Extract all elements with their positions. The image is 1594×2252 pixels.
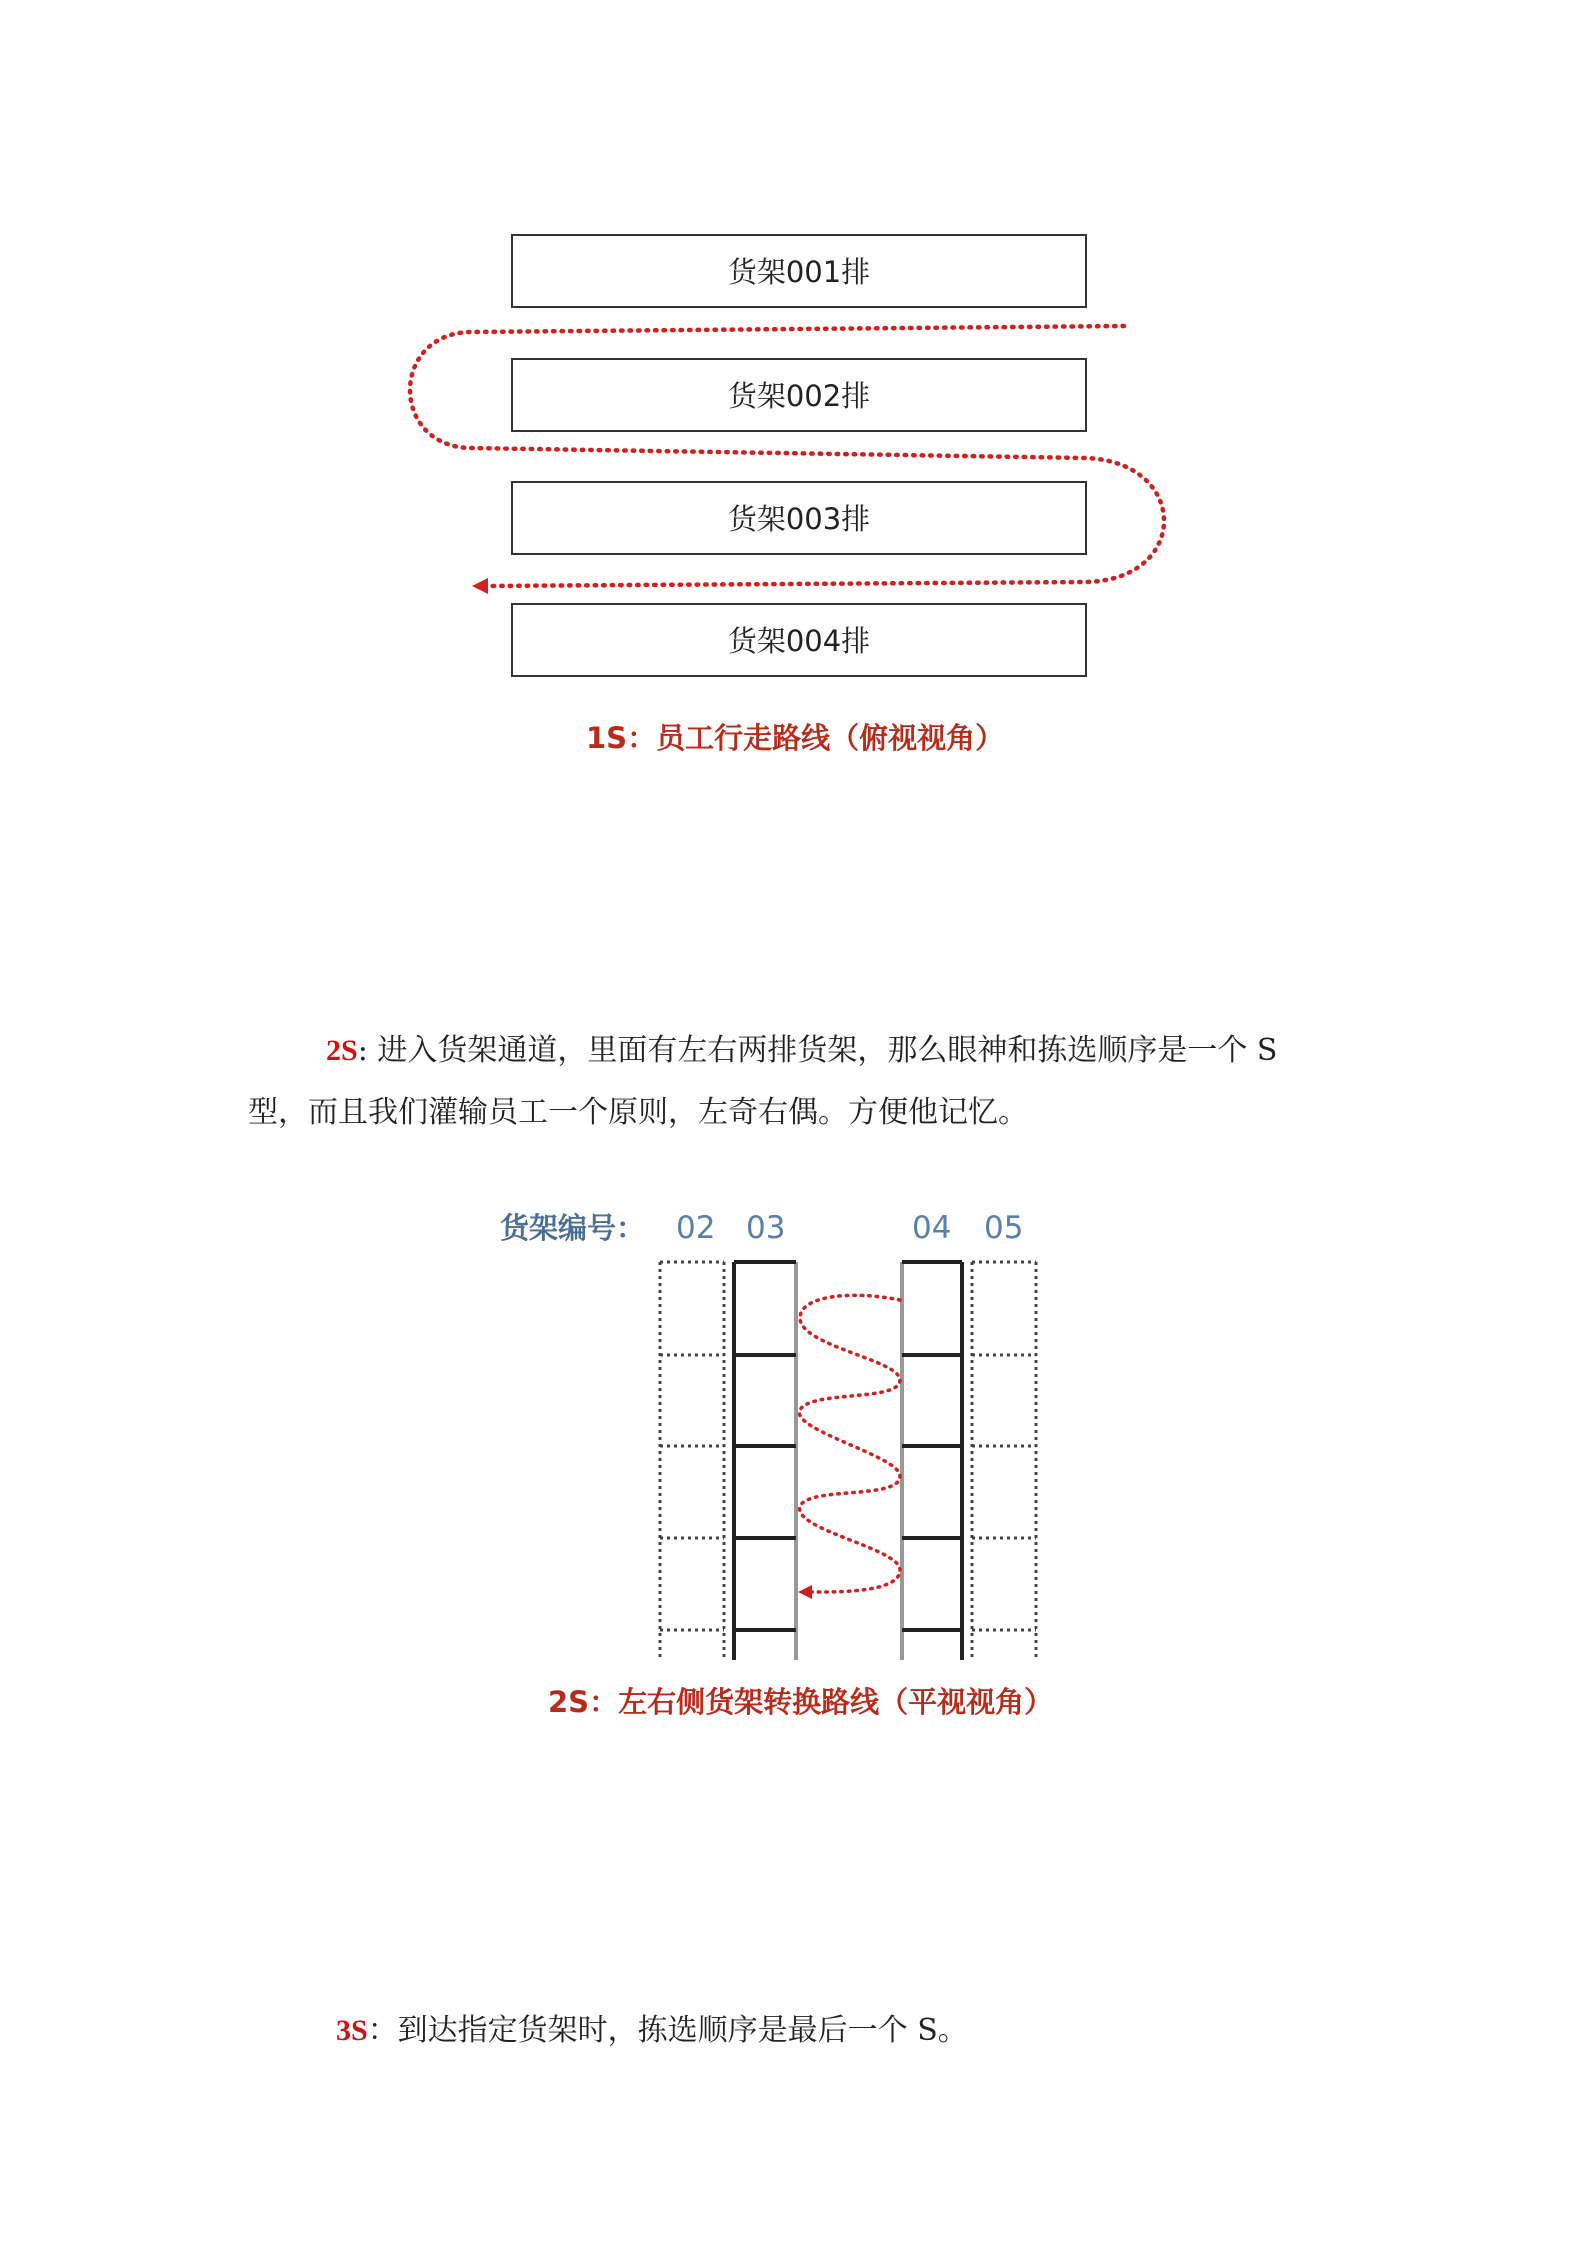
rack-numbering-label: 货架编号： [500, 1211, 646, 1245]
figure-caption: 1S：员工行走路线（俯视视角） [586, 721, 1005, 755]
rack-05 [972, 1262, 1036, 1658]
paragraph-2s [248, 1020, 1368, 1144]
rack-02 [660, 1262, 724, 1658]
step-label-2s: 2S [326, 1034, 358, 1067]
rack-switch-route-path [799, 1295, 900, 1592]
shelf-row-002 [512, 359, 1086, 431]
paragraph-text: : 进入货架通道，里面有左右两排货架，那么眼神和拣选顺序是一个 S [357, 1033, 1278, 1068]
rack-number-02: 02 [676, 1210, 716, 1246]
paragraph-3s [336, 2000, 1436, 2062]
figure-caption: 2S：左右侧货架转换路线（平视视角） [548, 1685, 1054, 1719]
shelf-row-label: 货架001排 [727, 255, 871, 289]
rack-number-05: 05 [984, 1210, 1024, 1246]
figure-top-view-route [0, 0, 1594, 800]
figure-side-view-rack-switch [0, 1180, 1594, 1740]
paragraph-text: ：到达指定货架时，拣选顺序是最后一个 S。 [367, 2013, 968, 2048]
rack-04 [902, 1262, 962, 1660]
shelf-row-label: 货架004排 [727, 624, 871, 658]
walking-route-arrow [472, 578, 488, 594]
shelf-row-003 [512, 482, 1086, 554]
shelf-row-label: 货架002排 [727, 379, 871, 413]
shelf-row-label: 货架003排 [727, 502, 871, 536]
shelf-row-001 [512, 235, 1086, 307]
shelf-row-004 [512, 604, 1086, 676]
rack-number-04: 04 [912, 1210, 952, 1246]
rack-03 [734, 1262, 796, 1660]
paragraph-text-line2: 型，而且我们灌输员工一个原则，左奇右偶。方便他记忆。 [248, 1095, 1028, 1130]
rack-number-03: 03 [746, 1210, 786, 1246]
rack-switch-route-arrow [798, 1585, 812, 1599]
step-label-3s: 3S [336, 2014, 368, 2047]
